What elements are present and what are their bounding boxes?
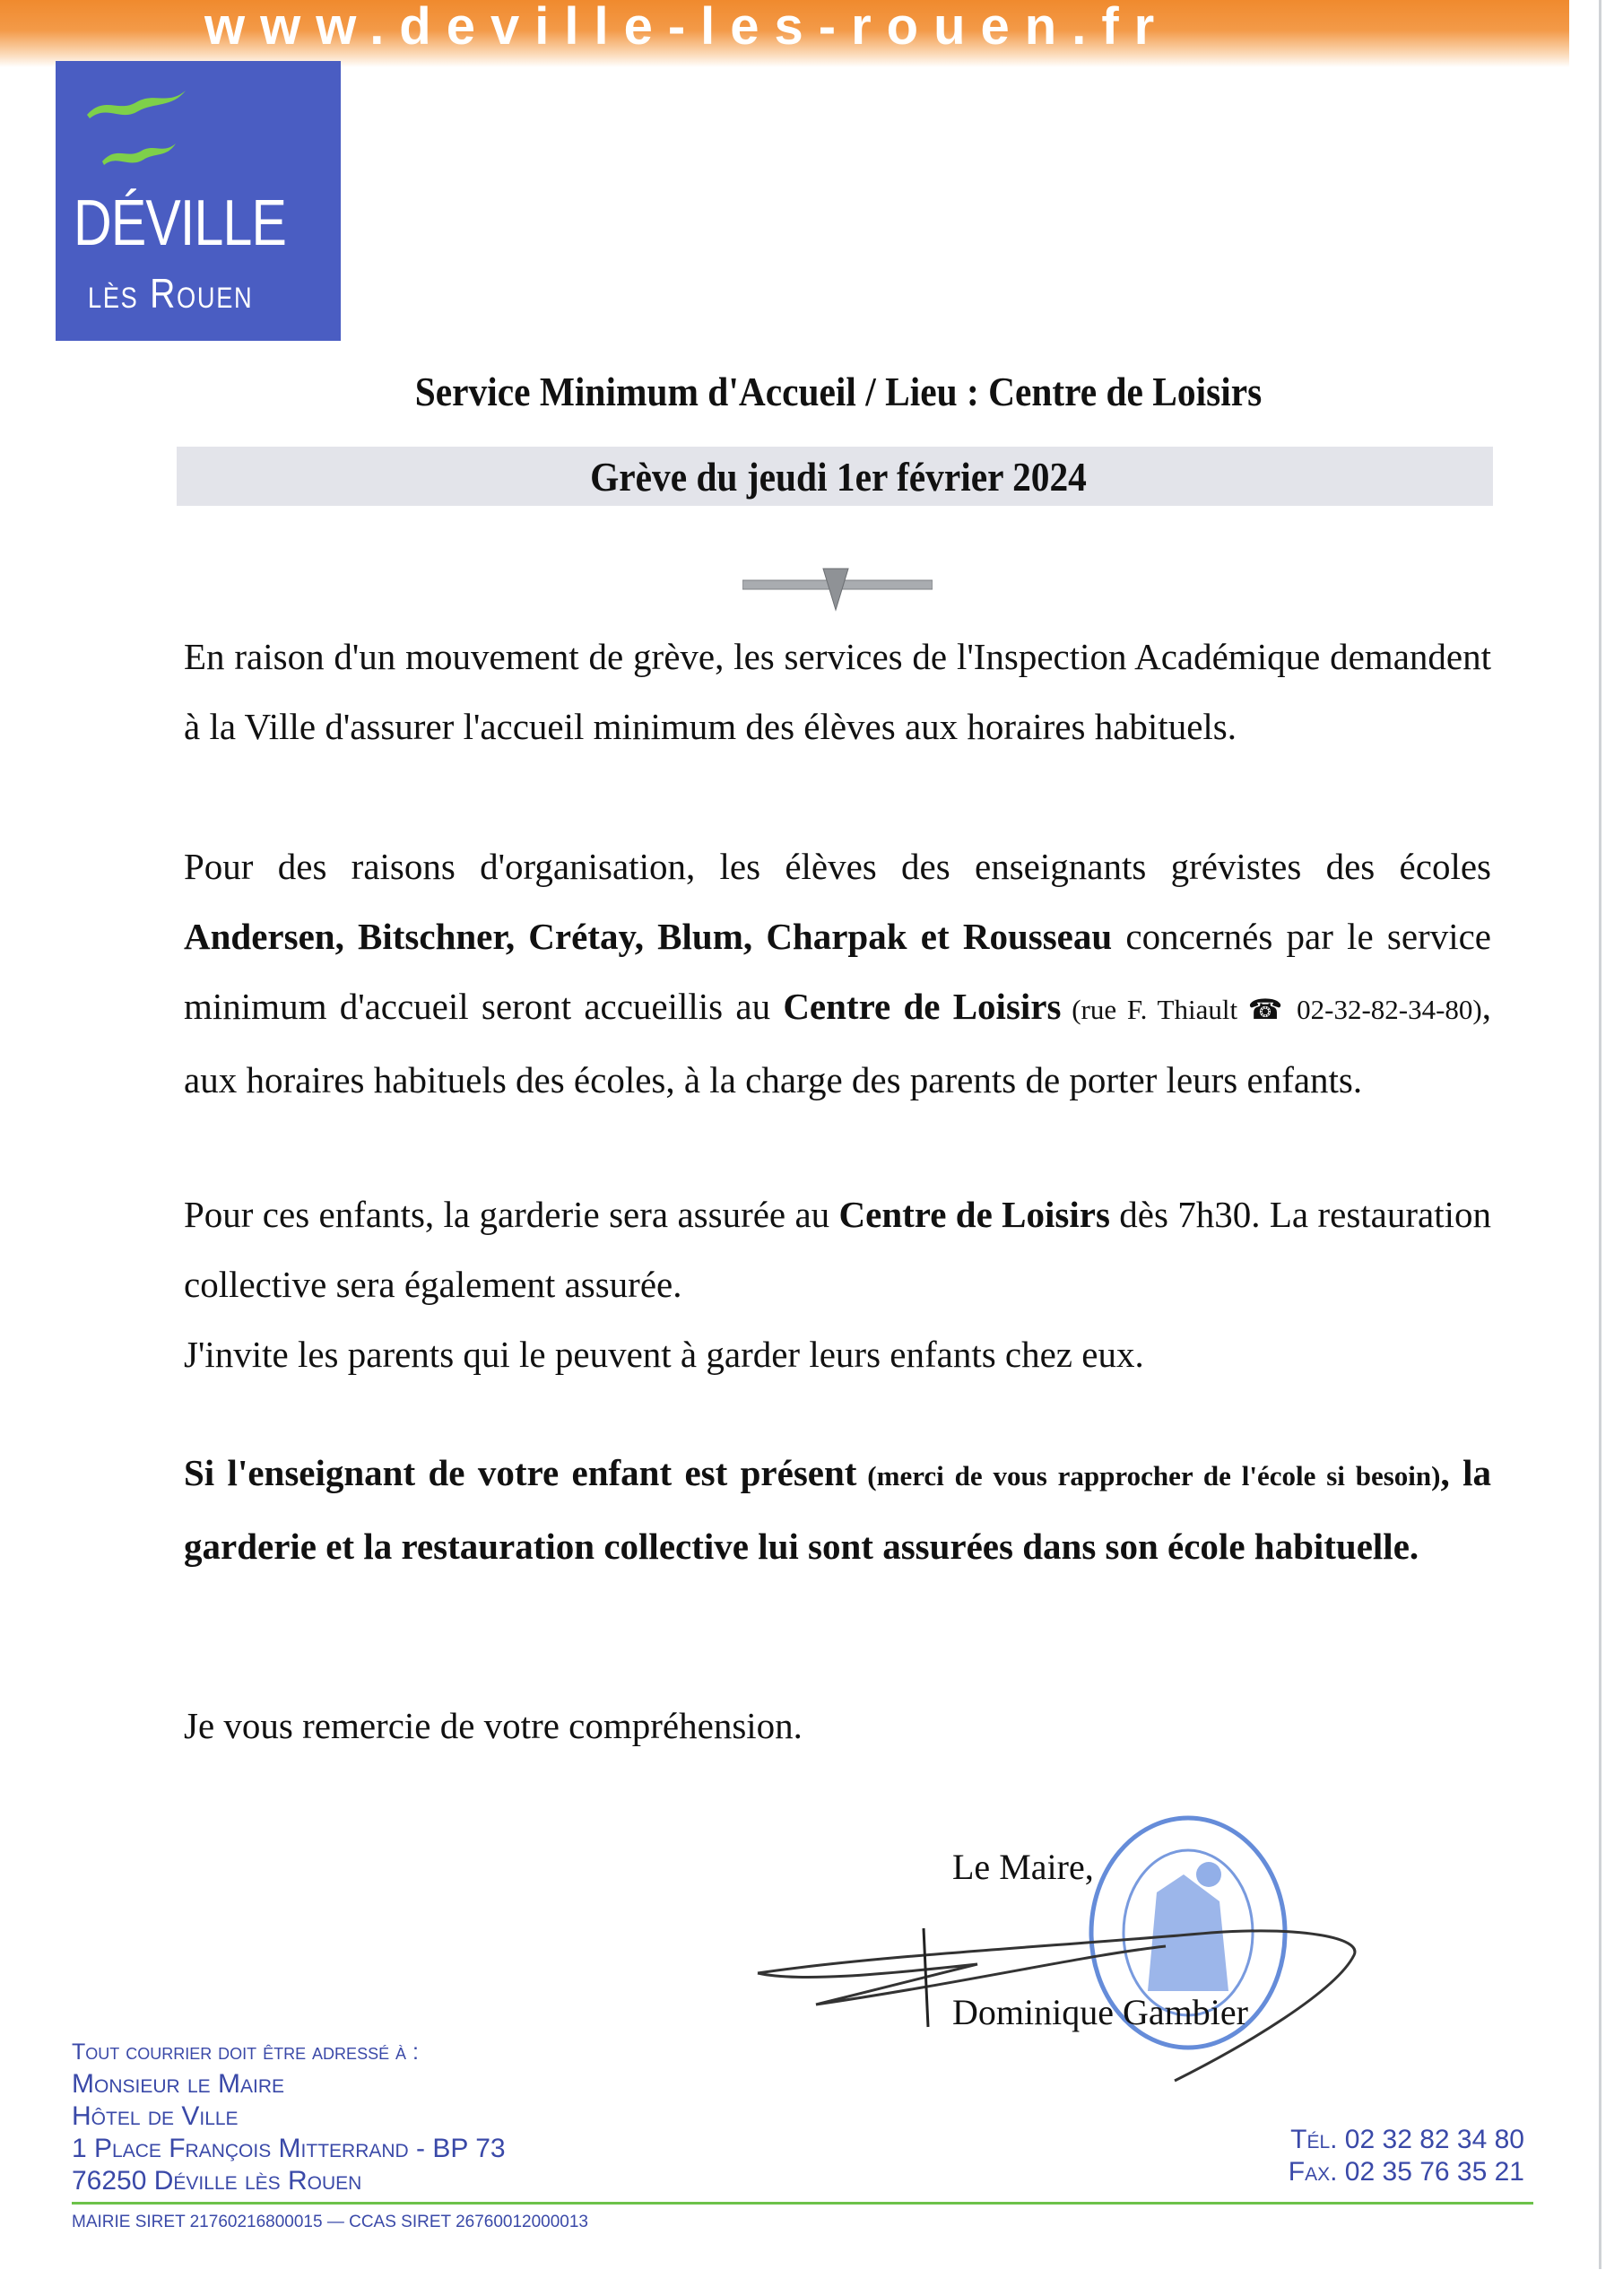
text: , la garderie et la restauration collective lui sont assurées dans son école habituelle. <box>184 1452 1491 1567</box>
paragraph-garderie <box>184 1179 1491 1319</box>
paragraph-thanks: Je vous remercie de votre compréhension. <box>184 1705 803 1746</box>
signatory-name: Dominique Gambier <box>952 1992 1248 2032</box>
text: , aux horaires habituels des écoles, à la charge des parents de porter leurs enfants. <box>184 986 1491 1100</box>
wave-icon <box>82 86 190 122</box>
page-edge <box>1599 0 1601 2269</box>
address-line: Monsieur le Maire <box>72 2069 285 2099</box>
paragraph-teacher-present <box>184 1438 1491 1581</box>
text: dès 7h30. La restauration collective sera également assurée. <box>184 1194 1491 1305</box>
place-name: Centre de Loisirs <box>783 986 1062 1027</box>
city-logo <box>56 61 341 341</box>
paragraph-organisation <box>184 831 1491 1115</box>
divider-ornament-icon <box>742 567 933 612</box>
address-line: Tout courrier doit être adressé à : <box>72 2039 419 2065</box>
footer-rule <box>72 2202 1533 2205</box>
text: Pour ces enfants, la garderie sera assurée au <box>184 1194 839 1235</box>
fax-number: Fax. 02 35 76 35 21 <box>1288 2157 1524 2187</box>
footer-contact <box>1264 2124 1524 2188</box>
paragraph-intro: En raison d'un mouvement de grève, les services de l'Inspection Académique demandent à la Ville d'assurer l'accueil minimum des élèves aux horaires habituels. <box>184 636 1491 747</box>
date-heading: Grève du jeudi 1er février 2024 <box>590 454 1087 500</box>
website-banner <box>0 0 1569 67</box>
signatory-role: Le Maire, <box>952 1847 1094 1887</box>
phone-number: Tél. 02 32 82 34 80 <box>1290 2125 1524 2154</box>
footer-address <box>72 2036 506 2197</box>
document-title: Service Minimum d'Accueil / Lieu : Centre de Loisirs <box>414 369 1263 414</box>
address-line: 1 Place François Mitterrand - BP 73 <box>72 2134 506 2163</box>
place-name: Centre de Loisirs <box>838 1194 1110 1235</box>
address-line: 76250 Déville lès Rouen <box>72 2166 362 2196</box>
wave-icon <box>99 140 179 167</box>
text: concernés par le service minimum d'accueil seront accueillis au <box>184 916 1491 1027</box>
handwritten-signature-icon <box>744 1919 1390 2099</box>
note: (merci de vous rapprocher de l'école si besoin) <box>856 1460 1441 1492</box>
logo-name: DÉVILLE <box>74 187 287 259</box>
siret-numbers: MAIRIE SIRET 21760216800015 — CCAS SIRET 26760012000013 <box>72 2213 589 2231</box>
logo-subname: lès Rouen <box>88 270 254 317</box>
address-phone: (rue F. Thiault ☎ 02-32-82-34-80) <box>1061 994 1482 1025</box>
paragraph-invite: J'invite les parents qui le peuvent à garder leurs enfants chez eux. <box>184 1334 1144 1375</box>
schools-list: Andersen, Bitschner, Crétay, Blum, Charpak et Rousseau <box>184 916 1113 957</box>
address-line: Hôtel de Ville <box>72 2101 239 2131</box>
text: Si l'enseignant de votre enfant est présent <box>184 1452 857 1493</box>
text: Pour des raisons d'organisation, les élèves des enseignants grévistes des écoles <box>184 846 1491 887</box>
website-url: www.deville-les-rouen.fr <box>204 0 1170 56</box>
